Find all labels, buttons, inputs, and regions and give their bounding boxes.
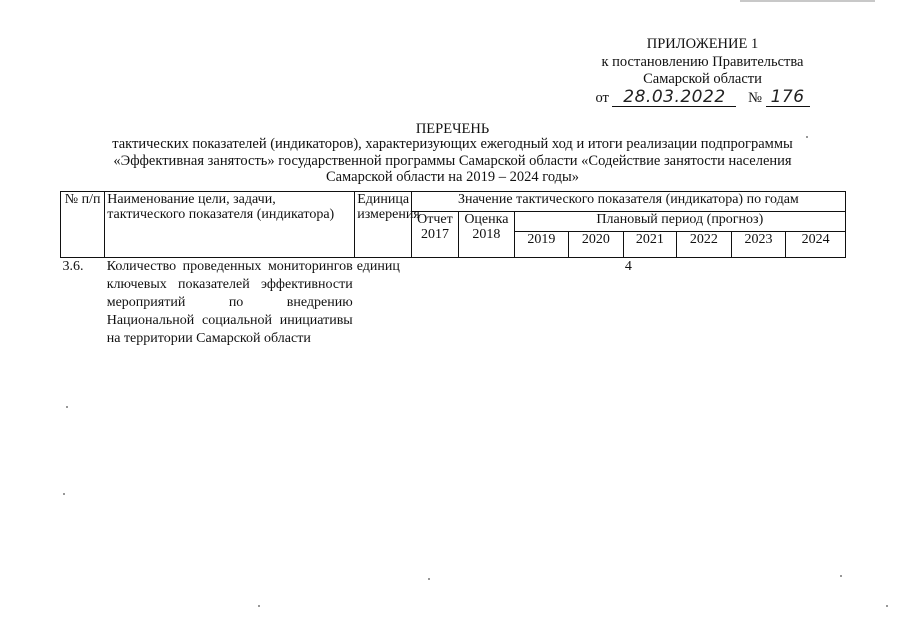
row-num: 3.6. xyxy=(62,259,84,274)
header-plan-period: Плановый период (прогноз) xyxy=(514,212,845,232)
header-report-2017: Отчет 2017 xyxy=(411,212,458,258)
appendix-line-1: к постановлению Правительства xyxy=(601,53,804,70)
header-year-2019: 2019 xyxy=(514,232,569,258)
scan-speck xyxy=(886,605,888,607)
appendix-line-2: Самарской области xyxy=(643,71,762,87)
header-year-2023: 2023 xyxy=(731,232,786,258)
header-year-2022: 2022 xyxy=(677,232,732,258)
header-year-2021: 2021 xyxy=(623,232,676,258)
header-num: № п/п xyxy=(61,192,105,258)
indicators-table xyxy=(60,191,846,348)
row-unit: единиц xyxy=(356,259,400,274)
row-value: 4 xyxy=(624,259,632,274)
subtitle-line-1: тактических показателей (индикаторов), характеризующих ежегодный ход и итоги реализации подпрограммы xyxy=(112,136,793,152)
scan-speck xyxy=(840,575,842,577)
appendix-date-row xyxy=(560,86,845,108)
appendix-title: ПРИЛОЖЕНИЕ 1 xyxy=(646,36,759,52)
scan-speck xyxy=(66,406,68,408)
header-name: Наименование цели, задачи, тактического показателя (индикатора) xyxy=(105,192,355,258)
appendix-block xyxy=(560,36,845,107)
subtitle-line-3: Самарской области на 2019 – 2024 годы» xyxy=(325,169,580,185)
scan-speck xyxy=(428,578,430,580)
date-prefix: от xyxy=(595,89,609,106)
handwritten-date: 28.03.2022 xyxy=(612,89,736,107)
scan-speck xyxy=(63,493,65,495)
header-year-2020: 2020 xyxy=(569,232,624,258)
document-heading: ПЕРЕЧЕНЬ xyxy=(415,121,490,137)
header-year-2024: 2024 xyxy=(786,232,846,258)
row-indicator-name: Количество проведенных мониторингов ключевых показателей эффективности мероприятий по внедрению Национальной социальной инициативы на территории Самарской области xyxy=(106,259,353,346)
number-prefix: № xyxy=(748,89,762,106)
document-subtitle xyxy=(0,136,905,186)
header-values-group: Значение тактического показателя (индикатора) по годам xyxy=(411,192,845,212)
header-unit: Единица измерения xyxy=(355,192,412,258)
header-estimate-2018: Оценка 2018 xyxy=(459,212,515,258)
subtitle-line-2: «Эффективная занятость» государственной программы Самарской области «Содействие занятости населения xyxy=(113,152,792,169)
scan-edge-line xyxy=(740,0,875,2)
handwritten-number: 176 xyxy=(766,89,810,107)
scan-speck xyxy=(258,605,260,607)
table-row xyxy=(61,258,846,349)
scan-speck xyxy=(806,136,808,138)
